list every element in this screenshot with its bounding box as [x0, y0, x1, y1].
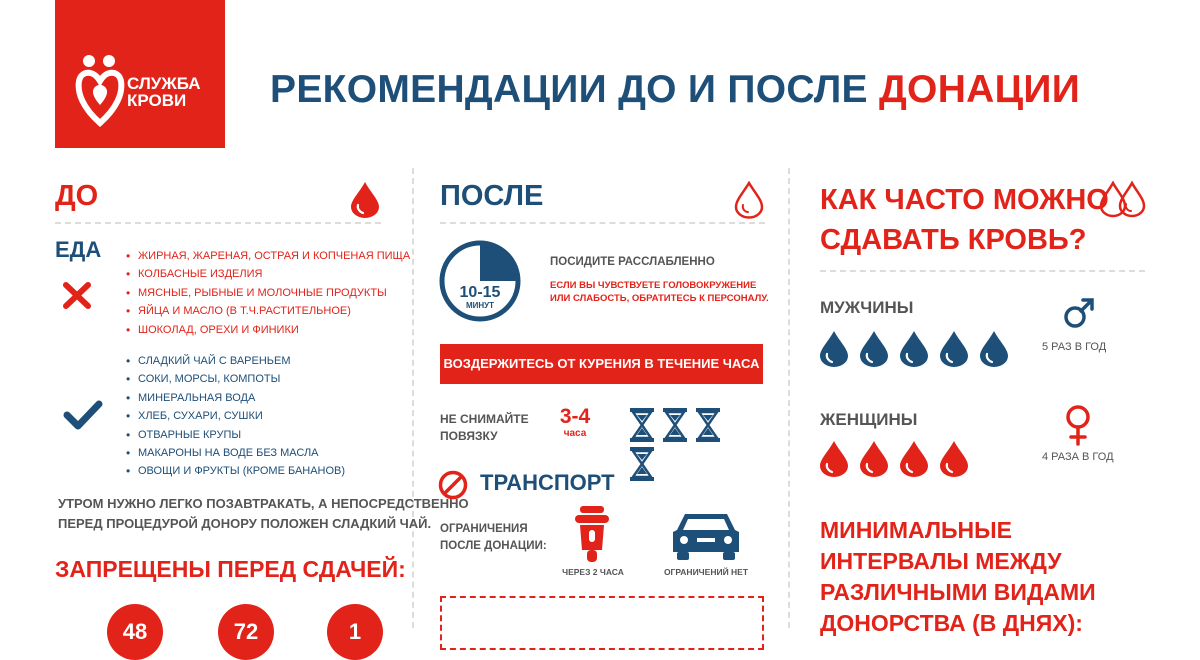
- timer-sector: [480, 243, 518, 281]
- relax-title: ПОСИДИТЕ РАССЛАБЛЕННО: [550, 256, 715, 268]
- forbidden-hours-badge: 72: [218, 604, 274, 660]
- car-icon: [671, 510, 741, 560]
- bandage-line-1: НЕ СНИМАЙТЕ: [440, 412, 529, 426]
- intervals-line-1: МИНИМАЛЬНЫЕ: [820, 517, 1013, 543]
- good-food-list: [126, 352, 345, 481]
- list-item: • СЛАДКИЙ ЧАЙ С ВАРЕНЬЕМ: [126, 352, 345, 370]
- red-drop-icon: [818, 440, 850, 478]
- logo-line-1: СЛУЖБА: [127, 74, 201, 93]
- frequency-heading: [820, 180, 1109, 260]
- list-item: • СОКИ, МОРСЫ, КОМПОТЫ: [126, 370, 345, 388]
- men-label: МУЖЧИНЫ: [820, 298, 914, 317]
- drop-outline-icon: [733, 181, 765, 219]
- transport-heading: ТРАНСПОРТ: [480, 470, 615, 495]
- hourglass-row: [630, 408, 760, 442]
- checkmark-icon: [63, 400, 103, 430]
- title-part-2: ДОНАЦИИ: [878, 68, 1081, 111]
- cross-icon: [62, 282, 92, 309]
- transport-label: [440, 521, 547, 555]
- blue-drop-icon: [898, 330, 930, 368]
- relax-note: [550, 279, 769, 305]
- list-item: • ХЛЕБ, СУХАРИ, СУШКИ: [126, 407, 345, 425]
- food-heading: ЕДА: [55, 237, 102, 262]
- forbidden-hours-badge: 1: [327, 604, 383, 660]
- red-drop-icon: [898, 440, 930, 478]
- hourglass-icon: [663, 408, 687, 442]
- list-item: • КОЛБАСНЫЕ ИЗДЕЛИЯ: [126, 265, 410, 283]
- list-item: • МИНЕРАЛЬНАЯ ВОДА: [126, 389, 345, 407]
- blue-drop-icon: [978, 330, 1010, 368]
- list-item: • МАКАРОНЫ НА ВОДЕ БЕЗ МАСЛА: [126, 444, 345, 462]
- men-drops: [818, 330, 1038, 370]
- intervals-heading: [820, 515, 1096, 639]
- info-box: [440, 596, 764, 650]
- note-line-2: ПЕРЕД ПРОЦЕДУРОЙ ДОНОРУ ПОЛОЖЕН СЛАДКИЙ ЧАЙ.: [58, 516, 432, 531]
- timer-value: 10-15: [459, 284, 501, 301]
- list-item: • ЯЙЦА И МАСЛО (В Т.Ч.РАСТИТЕЛЬНОЕ): [126, 302, 410, 320]
- bad-food-list: [126, 247, 410, 339]
- column-divider: [788, 168, 792, 628]
- female-symbol-icon: [1063, 404, 1093, 446]
- hourglass-icon: [630, 447, 654, 481]
- bandage-hours-value: 3-4: [559, 405, 591, 428]
- scooter-icon: [572, 506, 612, 562]
- frequency-heading-line-1: КАК ЧАСТО МОЖНО: [820, 184, 1109, 216]
- transport-line-1: ОГРАНИЧЕНИЯ: [440, 523, 528, 535]
- blue-drop-icon: [818, 330, 850, 368]
- section-divider: [440, 222, 765, 224]
- double-drop-icon: [1098, 180, 1148, 220]
- hourglass-icon: [630, 408, 654, 442]
- blue-drop-icon: [938, 330, 970, 368]
- hourglass-icon: [696, 408, 720, 442]
- logo-block: [55, 0, 225, 148]
- bandage-label: [440, 411, 529, 445]
- women-label: ЖЕНЩИНЫ: [820, 410, 918, 429]
- frequency-heading-line-2: СДАВАТЬ КРОВЬ?: [820, 224, 1087, 256]
- note-line-1: УТРОМ НУЖНО ЛЕГКО ПОЗАВТРАКАТЬ, А НЕПОСРЕДСТВЕННО: [58, 496, 469, 511]
- red-drop-icon: [938, 440, 970, 478]
- column-divider: [412, 168, 416, 628]
- logo-text: [127, 75, 201, 109]
- section-divider: [820, 270, 1145, 272]
- no-entry-icon: [438, 470, 468, 500]
- smoking-banner: ВОЗДЕРЖИТЕСЬ ОТ КУРЕНИЯ В ТЕЧЕНИЕ ЧАСА: [440, 344, 763, 384]
- forbidden-hours-badge: 48: [107, 604, 163, 660]
- male-symbol-icon: [1062, 296, 1096, 330]
- list-item: • ОВОЩИ И ФРУКТЫ (КРОМЕ БАНАНОВ): [126, 462, 345, 480]
- blue-drop-icon: [858, 330, 890, 368]
- red-drop-icon: [858, 440, 890, 478]
- intervals-line-3: РАЗЛИЧНЫМИ ВИДАМИ: [820, 579, 1096, 605]
- intervals-line-4: ДОНОРСТВА (В ДНЯХ):: [820, 610, 1083, 636]
- bandage-line-2: ПОВЯЗКУ: [440, 429, 498, 443]
- drop-icon: [349, 181, 381, 219]
- logo-heart-icon: [75, 53, 125, 129]
- title-part-1: РЕКОМЕНДАЦИИ ДО И ПОСЛЕ: [270, 68, 879, 111]
- forbidden-heading: ЗАПРЕЩЕНЫ ПЕРЕД СДАЧЕЙ:: [55, 556, 406, 582]
- logo-line-2: КРОВИ: [127, 91, 187, 110]
- section-divider: [55, 222, 381, 224]
- after-heading: ПОСЛЕ: [440, 180, 544, 212]
- timer-icon: [437, 238, 523, 324]
- bandage-hours-unit: часа: [563, 428, 587, 439]
- women-frequency-text: 4 РАЗА В ГОД: [1042, 451, 1114, 463]
- timer-unit: МИНУТ: [465, 301, 495, 310]
- relax-note-line-1: ЕСЛИ ВЫ ЧУВСТВУЕТЕ ГОЛОВОКРУЖЕНИЕ: [550, 280, 757, 291]
- before-heading: ДО: [55, 180, 99, 212]
- bandage-hours: [550, 406, 600, 440]
- page-title: [270, 68, 1080, 112]
- car-caption: ОГРАНИЧЕНИЙ НЕТ: [663, 567, 749, 577]
- breakfast-note: [58, 494, 469, 534]
- men-frequency-text: 5 РАЗ В ГОД: [1042, 341, 1107, 353]
- list-item: • ШОКОЛАД, ОРЕХИ И ФИНИКИ: [126, 321, 410, 339]
- transport-line-2: ПОСЛЕ ДОНАЦИИ:: [440, 540, 547, 552]
- list-item: • ОТВАРНЫЕ КРУПЫ: [126, 426, 345, 444]
- list-item: • МЯСНЫЕ, РЫБНЫЕ И МОЛОЧНЫЕ ПРОДУКТЫ: [126, 284, 410, 302]
- women-drops: [818, 440, 1018, 480]
- list-item: • ЖИРНАЯ, ЖАРЕНАЯ, ОСТРАЯ И КОПЧЕНАЯ ПИЩА: [126, 247, 410, 265]
- intervals-line-2: ИНТЕРВАЛЫ МЕЖДУ: [820, 548, 1062, 574]
- timer-label: [443, 285, 517, 311]
- scooter-caption: ЧЕРЕЗ 2 ЧАСА: [562, 567, 624, 577]
- relax-note-line-2: ИЛИ СЛАБОСТЬ, ОБРАТИТЕСЬ К ПЕРСОНАЛУ.: [550, 293, 769, 304]
